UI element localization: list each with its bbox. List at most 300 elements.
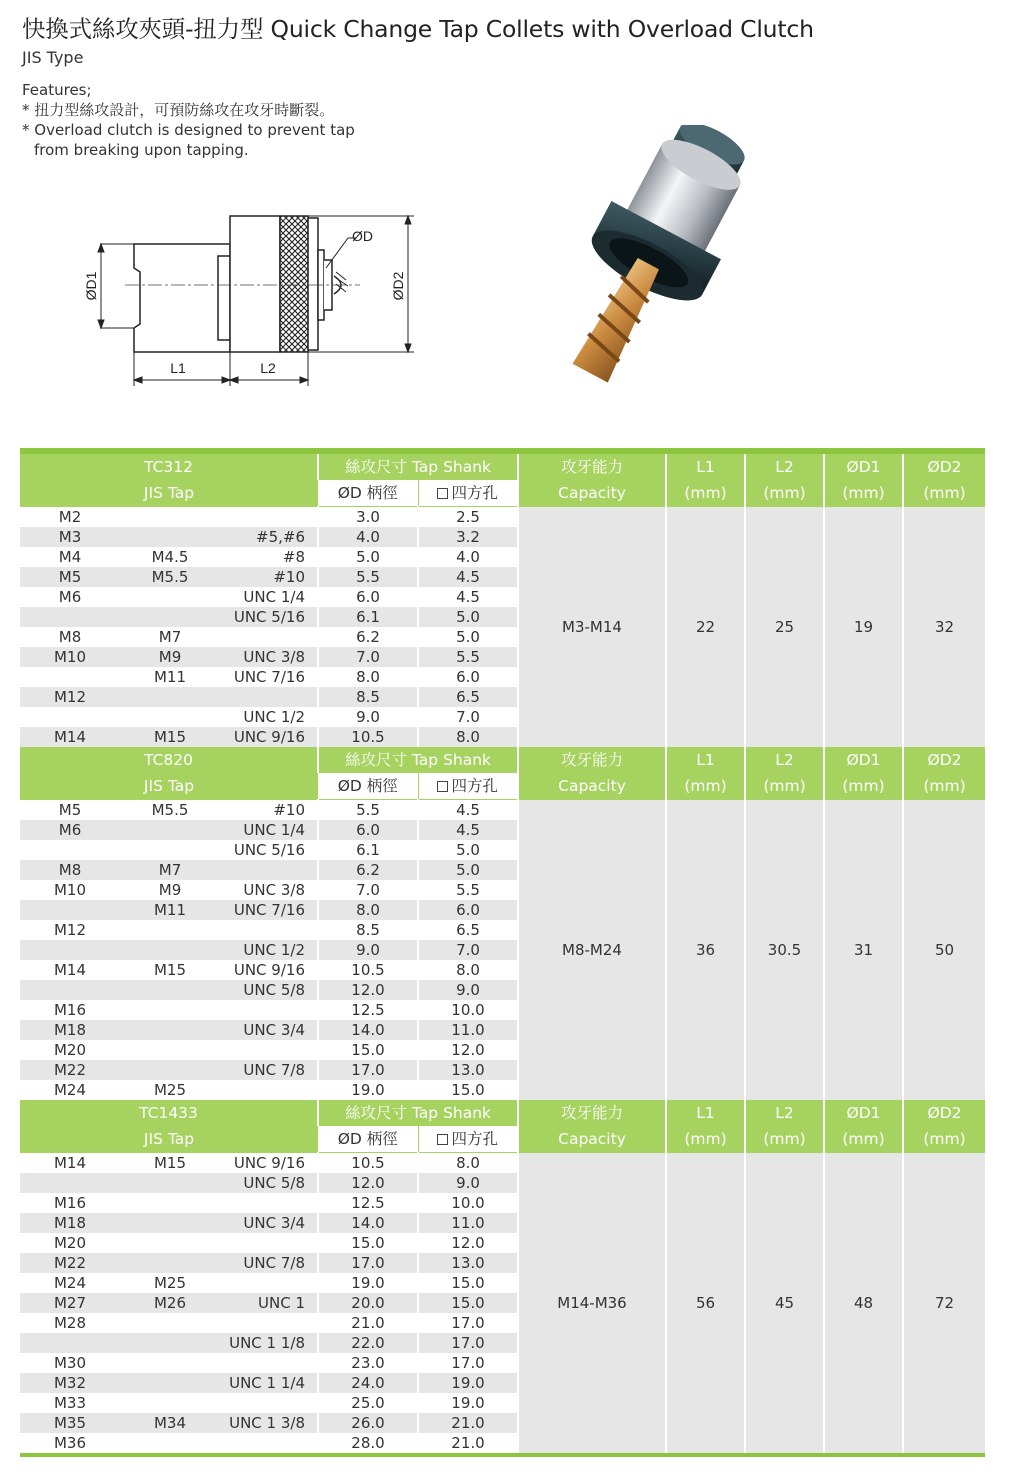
- l1-unit: (mm): [666, 1126, 745, 1153]
- metric-tap-cell: M5: [20, 567, 120, 587]
- l1-header: L1: [666, 1100, 745, 1126]
- l1-value: 22: [666, 507, 745, 748]
- metric-alt-cell: [120, 1020, 220, 1040]
- metric-alt-cell: [120, 1433, 220, 1453]
- square-size-cell: 3.2: [418, 527, 518, 547]
- metric-tap-cell: [20, 1333, 120, 1353]
- unified-tap-cell: UNC 3/8: [220, 880, 318, 900]
- metric-alt-cell: [120, 687, 220, 707]
- shank-diameter-cell: 25.0: [318, 1393, 418, 1413]
- l1-header: L1: [666, 747, 745, 773]
- square-size-cell: 7.0: [418, 940, 518, 960]
- metric-alt-cell: M25: [120, 1080, 220, 1100]
- metric-tap-cell: [20, 900, 120, 920]
- section-header-row: [20, 747, 985, 773]
- tap-shank-header: 絲攻尺寸 Tap Shank: [318, 454, 518, 480]
- shank-diameter-cell: 17.0: [318, 1253, 418, 1273]
- shank-diameter-cell: 5.0: [318, 547, 418, 567]
- unified-tap-cell: UNC 9/16: [220, 960, 318, 980]
- metric-tap-cell: M27: [20, 1293, 120, 1313]
- unified-tap-cell: [220, 1393, 318, 1413]
- shank-diameter-cell: 20.0: [318, 1293, 418, 1313]
- model-name: TC312: [20, 454, 318, 480]
- shank-diameter-cell: 12.5: [318, 1000, 418, 1020]
- shank-diameter-cell: 12.0: [318, 1173, 418, 1193]
- metric-alt-cell: M11: [120, 900, 220, 920]
- capacity-header-cn: 攻牙能力: [518, 747, 666, 773]
- metric-tap-cell: M18: [20, 1213, 120, 1233]
- section-subheader-row: [20, 1126, 985, 1153]
- square-icon: [437, 781, 448, 792]
- metric-alt-cell: [120, 1373, 220, 1393]
- od2-unit: (mm): [903, 1126, 985, 1153]
- od1-label: ØD1: [83, 271, 99, 301]
- square-size-cell: 5.0: [418, 627, 518, 647]
- square-size-cell: 17.0: [418, 1333, 518, 1353]
- section-header-row: [20, 1100, 985, 1126]
- square-size-cell: 4.5: [418, 820, 518, 840]
- shank-diameter-cell: 14.0: [318, 1213, 418, 1233]
- metric-tap-cell: [20, 980, 120, 1000]
- table-bottom-bar: [20, 1453, 985, 1457]
- capacity-header-cn: 攻牙能力: [518, 454, 666, 480]
- page-title: 快換式絲攻夾頭-扭力型 Quick Change Tap Collets with Overload Clutch: [22, 15, 814, 43]
- shank-diameter-cell: 10.5: [318, 1153, 418, 1174]
- shank-diameter-cell: 17.0: [318, 1060, 418, 1080]
- square-header-label: 四方孔: [451, 777, 498, 795]
- od1-unit: (mm): [824, 1126, 903, 1153]
- metric-alt-cell: M5.5: [120, 800, 220, 821]
- metric-alt-cell: [120, 1040, 220, 1060]
- shank-diameter-cell: 23.0: [318, 1353, 418, 1373]
- od2-value: 50: [903, 800, 985, 1101]
- capacity-value: M8-M24: [518, 800, 666, 1101]
- metric-alt-cell: [120, 1193, 220, 1213]
- model-name: TC820: [20, 747, 318, 773]
- square-icon: [437, 1134, 448, 1145]
- capacity-value: M14-M36: [518, 1153, 666, 1454]
- l2-unit: (mm): [745, 480, 824, 507]
- od2-header: ØD2: [903, 747, 985, 773]
- square-size-cell: 5.0: [418, 860, 518, 880]
- metric-alt-cell: [120, 1060, 220, 1080]
- metric-tap-cell: M14: [20, 960, 120, 980]
- metric-tap-cell: M32: [20, 1373, 120, 1393]
- metric-tap-cell: M20: [20, 1040, 120, 1060]
- shank-diameter-cell: 5.5: [318, 567, 418, 587]
- square-size-cell: 5.5: [418, 647, 518, 667]
- product-photo: [570, 125, 915, 390]
- unified-tap-cell: [220, 1000, 318, 1020]
- od-shank-header: ØD 柄徑: [318, 773, 418, 800]
- square-size-cell: 10.0: [418, 1000, 518, 1020]
- unified-tap-cell: [220, 507, 318, 528]
- feature-line-cn: * 扭力型絲攻設計，可預防絲攻在攻牙時斷裂。: [22, 101, 335, 119]
- model-name: TC1433: [20, 1100, 318, 1126]
- unified-tap-cell: #10: [220, 800, 318, 821]
- square-size-cell: 9.0: [418, 980, 518, 1000]
- metric-alt-cell: M7: [120, 627, 220, 647]
- metric-alt-cell: [120, 820, 220, 840]
- shank-diameter-cell: 8.0: [318, 667, 418, 687]
- metric-alt-cell: [120, 1233, 220, 1253]
- metric-alt-cell: [120, 940, 220, 960]
- l1-unit: (mm): [666, 480, 745, 507]
- unified-tap-cell: UNC 3/4: [220, 1020, 318, 1040]
- square-size-cell: 11.0: [418, 1213, 518, 1233]
- metric-tap-cell: M28: [20, 1313, 120, 1333]
- od2-header: ØD2: [903, 1100, 985, 1126]
- square-size-cell: 7.0: [418, 707, 518, 727]
- shank-diameter-cell: 10.5: [318, 960, 418, 980]
- l1-unit: (mm): [666, 773, 745, 800]
- metric-tap-cell: M3: [20, 527, 120, 547]
- square-size-cell: 13.0: [418, 1253, 518, 1273]
- metric-tap-cell: M22: [20, 1060, 120, 1080]
- unified-tap-cell: UNC 1/4: [220, 820, 318, 840]
- metric-tap-cell: M24: [20, 1273, 120, 1293]
- shank-diameter-cell: 21.0: [318, 1313, 418, 1333]
- od2-value: 32: [903, 507, 985, 748]
- l2-header: L2: [745, 454, 824, 480]
- shank-diameter-cell: 6.1: [318, 840, 418, 860]
- square-icon: [437, 488, 448, 499]
- unified-tap-cell: UNC 1 1/4: [220, 1373, 318, 1393]
- feature-line-en-1: * Overload clutch is designed to prevent tap: [22, 121, 355, 139]
- section-subheader-row: [20, 773, 985, 800]
- od2-unit: (mm): [903, 480, 985, 507]
- shank-diameter-cell: 24.0: [318, 1373, 418, 1393]
- od2-header: ØD2: [903, 454, 985, 480]
- unified-tap-cell: [220, 1193, 318, 1213]
- od-label: ØD: [352, 228, 373, 244]
- metric-tap-cell: M2: [20, 507, 120, 528]
- od-shank-header: ØD 柄徑: [318, 1126, 418, 1153]
- metric-tap-cell: [20, 707, 120, 727]
- metric-alt-cell: M26: [120, 1293, 220, 1313]
- metric-tap-cell: M4: [20, 547, 120, 567]
- metric-tap-cell: M8: [20, 627, 120, 647]
- square-size-cell: 8.0: [418, 1153, 518, 1174]
- metric-tap-cell: M24: [20, 1080, 120, 1100]
- shank-diameter-cell: 22.0: [318, 1333, 418, 1353]
- shank-diameter-cell: 12.0: [318, 980, 418, 1000]
- l2-header: L2: [745, 747, 824, 773]
- unified-tap-cell: UNC 1: [220, 1293, 318, 1313]
- square-size-cell: 15.0: [418, 1080, 518, 1100]
- metric-tap-cell: M10: [20, 880, 120, 900]
- l2-value: 30.5: [745, 800, 824, 1101]
- od1-value: 19: [824, 507, 903, 748]
- square-size-cell: 4.5: [418, 567, 518, 587]
- square-size-cell: 19.0: [418, 1373, 518, 1393]
- spec-table: [20, 448, 985, 1457]
- unified-tap-cell: UNC 1 1/8: [220, 1333, 318, 1353]
- square-size-cell: 5.0: [418, 840, 518, 860]
- unified-tap-cell: [220, 1313, 318, 1333]
- unified-tap-cell: UNC 9/16: [220, 727, 318, 747]
- shank-diameter-cell: 10.5: [318, 727, 418, 747]
- capacity-value: M3-M14: [518, 507, 666, 748]
- od-shank-header: ØD 柄徑: [318, 480, 418, 507]
- table-row: [20, 507, 985, 528]
- capacity-header-en: Capacity: [518, 1126, 666, 1153]
- shank-diameter-cell: 15.0: [318, 1233, 418, 1253]
- square-size-cell: 17.0: [418, 1353, 518, 1373]
- metric-tap-cell: M35: [20, 1413, 120, 1433]
- od2-value: 72: [903, 1153, 985, 1454]
- square-size-cell: 21.0: [418, 1433, 518, 1453]
- square-size-cell: 5.0: [418, 607, 518, 627]
- square-size-cell: 8.0: [418, 727, 518, 747]
- od1-value: 48: [824, 1153, 903, 1454]
- od1-value: 31: [824, 800, 903, 1101]
- metric-alt-cell: M15: [120, 960, 220, 980]
- square-header-label: 四方孔: [451, 484, 498, 502]
- unified-tap-cell: [220, 1353, 318, 1373]
- metric-tap-cell: [20, 667, 120, 687]
- shank-diameter-cell: 8.5: [318, 920, 418, 940]
- shank-diameter-cell: 12.5: [318, 1193, 418, 1213]
- square-size-cell: 15.0: [418, 1293, 518, 1313]
- l2-label: L2: [260, 360, 276, 376]
- od1-unit: (mm): [824, 480, 903, 507]
- unified-tap-cell: UNC 5/16: [220, 840, 318, 860]
- metric-alt-cell: [120, 707, 220, 727]
- unified-tap-cell: [220, 1080, 318, 1100]
- unified-tap-cell: UNC 9/16: [220, 1153, 318, 1174]
- shank-diameter-cell: 28.0: [318, 1433, 418, 1453]
- unified-tap-cell: UNC 1/2: [220, 940, 318, 960]
- metric-alt-cell: [120, 527, 220, 547]
- metric-tap-cell: M6: [20, 820, 120, 840]
- square-header-label: 四方孔: [451, 1130, 498, 1148]
- square-size-cell: 6.5: [418, 920, 518, 940]
- unified-tap-cell: UNC 3/4: [220, 1213, 318, 1233]
- metric-tap-cell: M6: [20, 587, 120, 607]
- square-size-cell: 11.0: [418, 1020, 518, 1040]
- shank-diameter-cell: 6.0: [318, 587, 418, 607]
- feature-line-en-2: from breaking upon tapping.: [34, 141, 249, 159]
- metric-tap-cell: [20, 940, 120, 960]
- metric-alt-cell: M7: [120, 860, 220, 880]
- shank-diameter-cell: 19.0: [318, 1273, 418, 1293]
- unified-tap-cell: #5,#6: [220, 527, 318, 547]
- od1-unit: (mm): [824, 773, 903, 800]
- unified-tap-cell: [220, 1273, 318, 1293]
- shank-diameter-cell: 15.0: [318, 1040, 418, 1060]
- square-size-cell: 17.0: [418, 1313, 518, 1333]
- unified-tap-cell: [220, 860, 318, 880]
- l1-value: 36: [666, 800, 745, 1101]
- metric-tap-cell: M5: [20, 800, 120, 821]
- metric-alt-cell: [120, 1173, 220, 1193]
- metric-tap-cell: M14: [20, 727, 120, 747]
- metric-tap-cell: M12: [20, 687, 120, 707]
- square-size-cell: 2.5: [418, 507, 518, 528]
- features-block: [22, 80, 355, 160]
- shank-diameter-cell: 6.2: [318, 860, 418, 880]
- metric-alt-cell: [120, 507, 220, 528]
- metric-tap-cell: M16: [20, 1000, 120, 1020]
- unified-tap-cell: [220, 1433, 318, 1453]
- metric-alt-cell: M15: [120, 1153, 220, 1174]
- square-size-cell: 6.5: [418, 687, 518, 707]
- metric-alt-cell: [120, 1393, 220, 1413]
- unified-tap-cell: UNC 7/8: [220, 1060, 318, 1080]
- shank-diameter-cell: 9.0: [318, 707, 418, 727]
- metric-tap-cell: M8: [20, 860, 120, 880]
- square-size-cell: 9.0: [418, 1173, 518, 1193]
- square-size-cell: 4.5: [418, 587, 518, 607]
- metric-alt-cell: M25: [120, 1273, 220, 1293]
- tap-shank-header: 絲攻尺寸 Tap Shank: [318, 747, 518, 773]
- square-size-cell: 5.5: [418, 880, 518, 900]
- od2-label: ØD2: [390, 271, 406, 301]
- metric-alt-cell: M5.5: [120, 567, 220, 587]
- metric-alt-cell: [120, 1000, 220, 1020]
- metric-alt-cell: [120, 1353, 220, 1373]
- capacity-header-en: Capacity: [518, 480, 666, 507]
- l1-label: L1: [170, 360, 186, 376]
- unified-tap-cell: [220, 920, 318, 940]
- square-header: [418, 480, 518, 507]
- l1-value: 56: [666, 1153, 745, 1454]
- shank-diameter-cell: 8.5: [318, 687, 418, 707]
- unified-tap-cell: UNC 7/16: [220, 900, 318, 920]
- unified-tap-cell: UNC 1 3/8: [220, 1413, 318, 1433]
- square-header: [418, 1126, 518, 1153]
- unified-tap-cell: [220, 1233, 318, 1253]
- metric-tap-cell: M18: [20, 1020, 120, 1040]
- metric-alt-cell: [120, 840, 220, 860]
- jis-tap-header: JIS Tap: [20, 773, 318, 800]
- metric-alt-cell: M11: [120, 667, 220, 687]
- square-size-cell: 6.0: [418, 900, 518, 920]
- section-subheader-row: [20, 480, 985, 507]
- metric-alt-cell: [120, 980, 220, 1000]
- od1-header: ØD1: [824, 454, 903, 480]
- metric-alt-cell: [120, 1253, 220, 1273]
- unified-tap-cell: #10: [220, 567, 318, 587]
- unified-tap-cell: UNC 7/8: [220, 1253, 318, 1273]
- l1-header: L1: [666, 454, 745, 480]
- square-size-cell: 13.0: [418, 1060, 518, 1080]
- metric-alt-cell: [120, 587, 220, 607]
- collet-dimension-diagram: [70, 200, 430, 400]
- features-label: Features;: [22, 81, 92, 99]
- unified-tap-cell: [220, 687, 318, 707]
- metric-alt-cell: M9: [120, 647, 220, 667]
- shank-diameter-cell: 8.0: [318, 900, 418, 920]
- unified-tap-cell: UNC 5/16: [220, 607, 318, 627]
- unified-tap-cell: [220, 627, 318, 647]
- metric-alt-cell: M9: [120, 880, 220, 900]
- unified-tap-cell: UNC 1/2: [220, 707, 318, 727]
- metric-alt-cell: [120, 1213, 220, 1233]
- l2-unit: (mm): [745, 1126, 824, 1153]
- l2-header: L2: [745, 1100, 824, 1126]
- table-row: [20, 800, 985, 821]
- shank-diameter-cell: 7.0: [318, 880, 418, 900]
- metric-tap-cell: M20: [20, 1233, 120, 1253]
- shank-diameter-cell: 6.1: [318, 607, 418, 627]
- square-size-cell: 10.0: [418, 1193, 518, 1213]
- unified-tap-cell: UNC 7/16: [220, 667, 318, 687]
- square-size-cell: 12.0: [418, 1040, 518, 1060]
- metric-tap-cell: M12: [20, 920, 120, 940]
- metric-tap-cell: M10: [20, 647, 120, 667]
- square-size-cell: 4.0: [418, 547, 518, 567]
- square-size-cell: 6.0: [418, 667, 518, 687]
- jis-tap-header: JIS Tap: [20, 480, 318, 507]
- metric-tap-cell: M33: [20, 1393, 120, 1413]
- unified-tap-cell: #8: [220, 547, 318, 567]
- tap-shank-header: 絲攻尺寸 Tap Shank: [318, 1100, 518, 1126]
- jis-tap-header: JIS Tap: [20, 1126, 318, 1153]
- metric-alt-cell: [120, 1333, 220, 1353]
- page-subtitle: JIS Type: [22, 48, 84, 67]
- od2-unit: (mm): [903, 773, 985, 800]
- unified-tap-cell: UNC 1/4: [220, 587, 318, 607]
- shank-diameter-cell: 4.0: [318, 527, 418, 547]
- shank-diameter-cell: 6.0: [318, 820, 418, 840]
- metric-alt-cell: [120, 607, 220, 627]
- metric-tap-cell: [20, 607, 120, 627]
- square-size-cell: 12.0: [418, 1233, 518, 1253]
- square-size-cell: 4.5: [418, 800, 518, 821]
- metric-tap-cell: M30: [20, 1353, 120, 1373]
- unified-tap-cell: [220, 1040, 318, 1060]
- square-size-cell: 21.0: [418, 1413, 518, 1433]
- shank-diameter-cell: 7.0: [318, 647, 418, 667]
- square-size-cell: 19.0: [418, 1393, 518, 1413]
- metric-tap-cell: [20, 840, 120, 860]
- table-row: [20, 1153, 985, 1174]
- od1-header: ØD1: [824, 1100, 903, 1126]
- shank-diameter-cell: 5.5: [318, 800, 418, 821]
- metric-tap-cell: M14: [20, 1153, 120, 1174]
- metric-alt-cell: [120, 920, 220, 940]
- square-size-cell: 15.0: [418, 1273, 518, 1293]
- shank-diameter-cell: 19.0: [318, 1080, 418, 1100]
- metric-alt-cell: M34: [120, 1413, 220, 1433]
- metric-tap-cell: M22: [20, 1253, 120, 1273]
- unified-tap-cell: UNC 5/8: [220, 1173, 318, 1193]
- shank-diameter-cell: 9.0: [318, 940, 418, 960]
- metric-alt-cell: [120, 1313, 220, 1333]
- shank-diameter-cell: 14.0: [318, 1020, 418, 1040]
- square-header: [418, 773, 518, 800]
- metric-tap-cell: [20, 1173, 120, 1193]
- capacity-header-cn: 攻牙能力: [518, 1100, 666, 1126]
- metric-tap-cell: M36: [20, 1433, 120, 1453]
- unified-tap-cell: UNC 5/8: [220, 980, 318, 1000]
- l2-unit: (mm): [745, 773, 824, 800]
- square-size-cell: 8.0: [418, 960, 518, 980]
- metric-alt-cell: M15: [120, 727, 220, 747]
- od1-header: ØD1: [824, 747, 903, 773]
- capacity-header-en: Capacity: [518, 773, 666, 800]
- l2-value: 45: [745, 1153, 824, 1454]
- unified-tap-cell: UNC 3/8: [220, 647, 318, 667]
- l2-value: 25: [745, 507, 824, 748]
- metric-alt-cell: M4.5: [120, 547, 220, 567]
- shank-diameter-cell: 3.0: [318, 507, 418, 528]
- metric-tap-cell: M16: [20, 1193, 120, 1213]
- section-header-row: [20, 454, 985, 480]
- shank-diameter-cell: 6.2: [318, 627, 418, 647]
